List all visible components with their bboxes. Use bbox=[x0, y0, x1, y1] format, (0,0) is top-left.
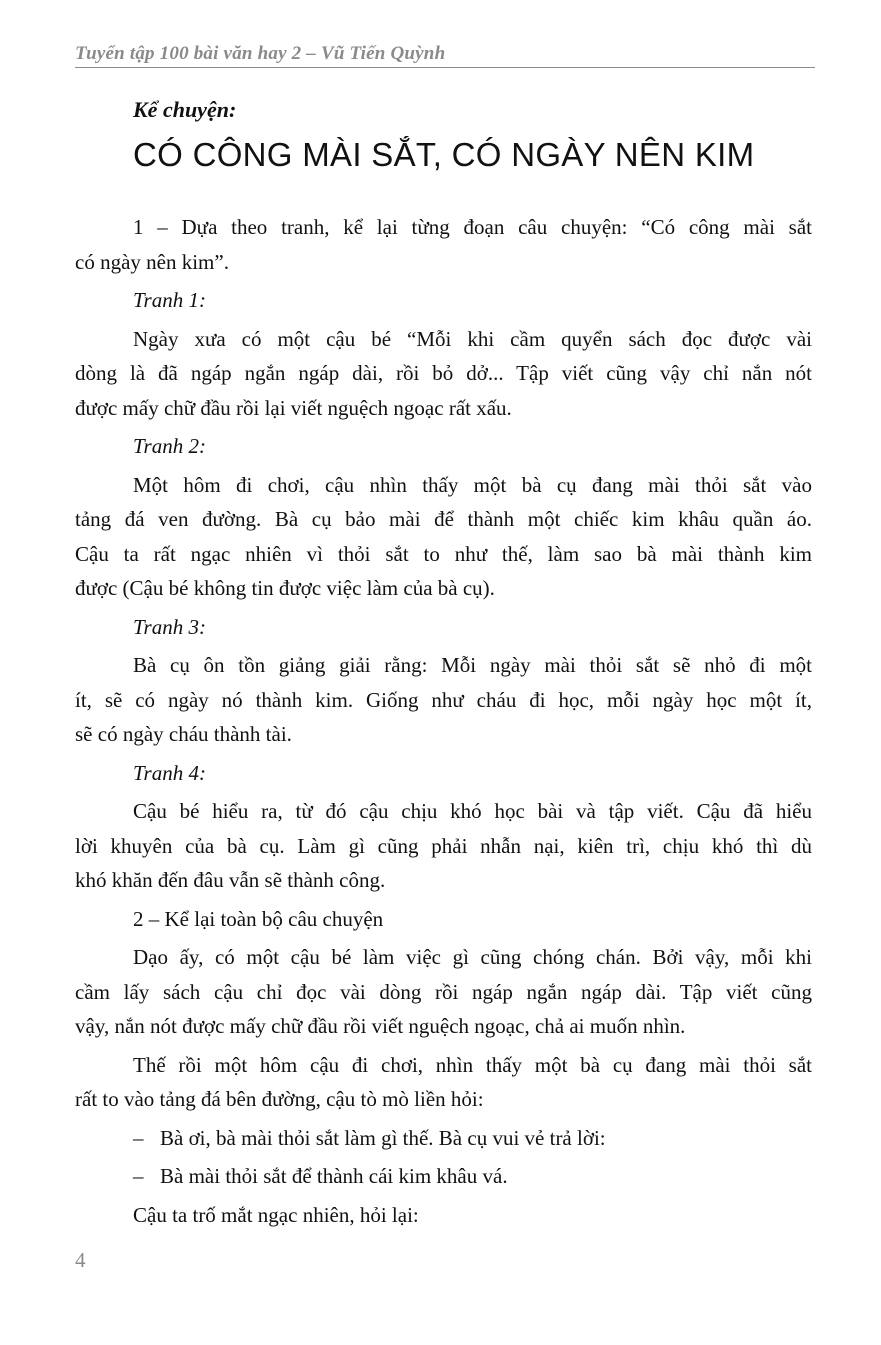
text-line: rất to vào tảng đá bên đường, cậu tò mò liền hỏi: bbox=[75, 1087, 484, 1111]
picture-heading bbox=[75, 429, 812, 464]
section-kicker: Kể chuyện: bbox=[133, 97, 237, 122]
text-line bbox=[75, 1159, 812, 1194]
text-line: khó khăn đến đâu vẫn sẽ thành công. bbox=[75, 868, 386, 892]
dialogue-line bbox=[75, 1121, 812, 1156]
dialogue-dash: – bbox=[133, 1125, 144, 1150]
text-line bbox=[75, 1121, 812, 1156]
text-line: Ngày xưa có một cậu bé “Mỗi khi cầm quyển sách đọc được vài bbox=[133, 326, 812, 351]
text-line: Một hôm đi chơi, cậu nhìn thấy một bà cụ đang mài thỏi sắt vào bbox=[133, 472, 812, 497]
text-line: lời khuyên của bà cụ. Làm gì cũng phải nhẫn nại, kiên trì, chịu khó thì dù bbox=[75, 833, 812, 858]
text-line: được (Cậu bé không tin được việc làm của bà cụ). bbox=[75, 576, 495, 600]
text-line: Dạo ấy, có một cậu bé làm việc gì cũng chóng chán. Bởi vậy, mỗi khi bbox=[133, 945, 812, 969]
text-line: Thế rồi một hôm cậu đi chơi, nhìn thấy một bà cụ đang mài thỏi sắt bbox=[133, 1052, 812, 1077]
text-line: Tranh 2: bbox=[133, 434, 206, 458]
running-head: Tuyển tập 100 bài văn hay 2 – Vũ Tiến Quỳnh bbox=[75, 43, 446, 64]
dialogue-text: Bà ơi, bà mài thỏi sắt làm gì thế. Bà cụ vui vẻ trả lời: bbox=[160, 1125, 606, 1150]
paragraph bbox=[75, 940, 812, 1044]
text-line: có ngày nên kim”. bbox=[75, 249, 229, 274]
paragraph bbox=[75, 794, 812, 898]
paragraph bbox=[75, 648, 812, 752]
dialogue-text: Bà mài thỏi sắt để thành cái kim khâu vá. bbox=[160, 1164, 508, 1188]
text-line: dòng là đã ngáp ngắn ngáp dài, rồi bỏ dở... Tập viết cũng vậy chỉ nắn nót bbox=[75, 361, 812, 385]
text-line: Cậu bé hiểu ra, từ đó cậu chịu khó học bài và tập viết. Cậu đã hiểu bbox=[133, 799, 812, 823]
text-line: được mấy chữ đầu rồi lại viết nguệch ngoạc rất xấu. bbox=[75, 395, 512, 420]
page-title: CÓ CÔNG MÀI SẮT, CÓ NGÀY NÊN KIM bbox=[133, 136, 755, 173]
text-line: tảng đá ven đường. Bà cụ bảo mài để thành một chiếc kim khâu quần áo. bbox=[75, 507, 812, 531]
text-line: Tranh 1: bbox=[133, 288, 206, 312]
paragraph bbox=[75, 1198, 812, 1233]
paragraph bbox=[75, 322, 812, 426]
picture-heading bbox=[75, 756, 812, 791]
paragraph bbox=[75, 210, 812, 279]
text-line: vậy, nắn nót được mấy chữ đầu rồi viết nguệch ngoạc, chả ai muốn nhìn. bbox=[75, 1014, 686, 1038]
header-rule bbox=[75, 67, 815, 68]
dialogue-dash: – bbox=[133, 1164, 144, 1188]
paragraph bbox=[75, 902, 812, 937]
picture-heading bbox=[75, 283, 812, 318]
text-line: Cậu ta rất ngạc nhiên vì thỏi sắt to như thế, làm sao bà mài thành kim bbox=[75, 541, 812, 566]
body-text bbox=[75, 210, 812, 1236]
picture-heading bbox=[75, 610, 812, 645]
page-number: 4 bbox=[75, 1248, 86, 1272]
paragraph bbox=[75, 1048, 812, 1117]
paragraph bbox=[75, 468, 812, 606]
text-line: Bà cụ ôn tồn giảng giải rằng: Mỗi ngày mài thỏi sắt sẽ nhỏ đi một bbox=[133, 653, 812, 677]
text-line: cầm lấy sách cậu chỉ đọc vài dòng rồi ngáp ngắn ngáp dài. Tập viết cũng bbox=[75, 979, 812, 1004]
text-line: 2 – Kể lại toàn bộ câu chuyện bbox=[133, 906, 384, 931]
text-line: Cậu ta trố mắt ngạc nhiên, hỏi lại: bbox=[133, 1202, 419, 1227]
text-line: ít, sẽ có ngày nó thành kim. Giống như cháu đi học, mỗi ngày học một ít, bbox=[75, 687, 812, 712]
text-line: 1 – Dựa theo tranh, kể lại từng đoạn câu chuyện: “Có công mài sắt bbox=[133, 215, 812, 239]
text-line: Tranh 3: bbox=[133, 614, 206, 639]
text-line: sẽ có ngày cháu thành tài. bbox=[75, 722, 292, 746]
dialogue-line bbox=[75, 1159, 812, 1194]
text-line: Tranh 4: bbox=[133, 760, 206, 785]
